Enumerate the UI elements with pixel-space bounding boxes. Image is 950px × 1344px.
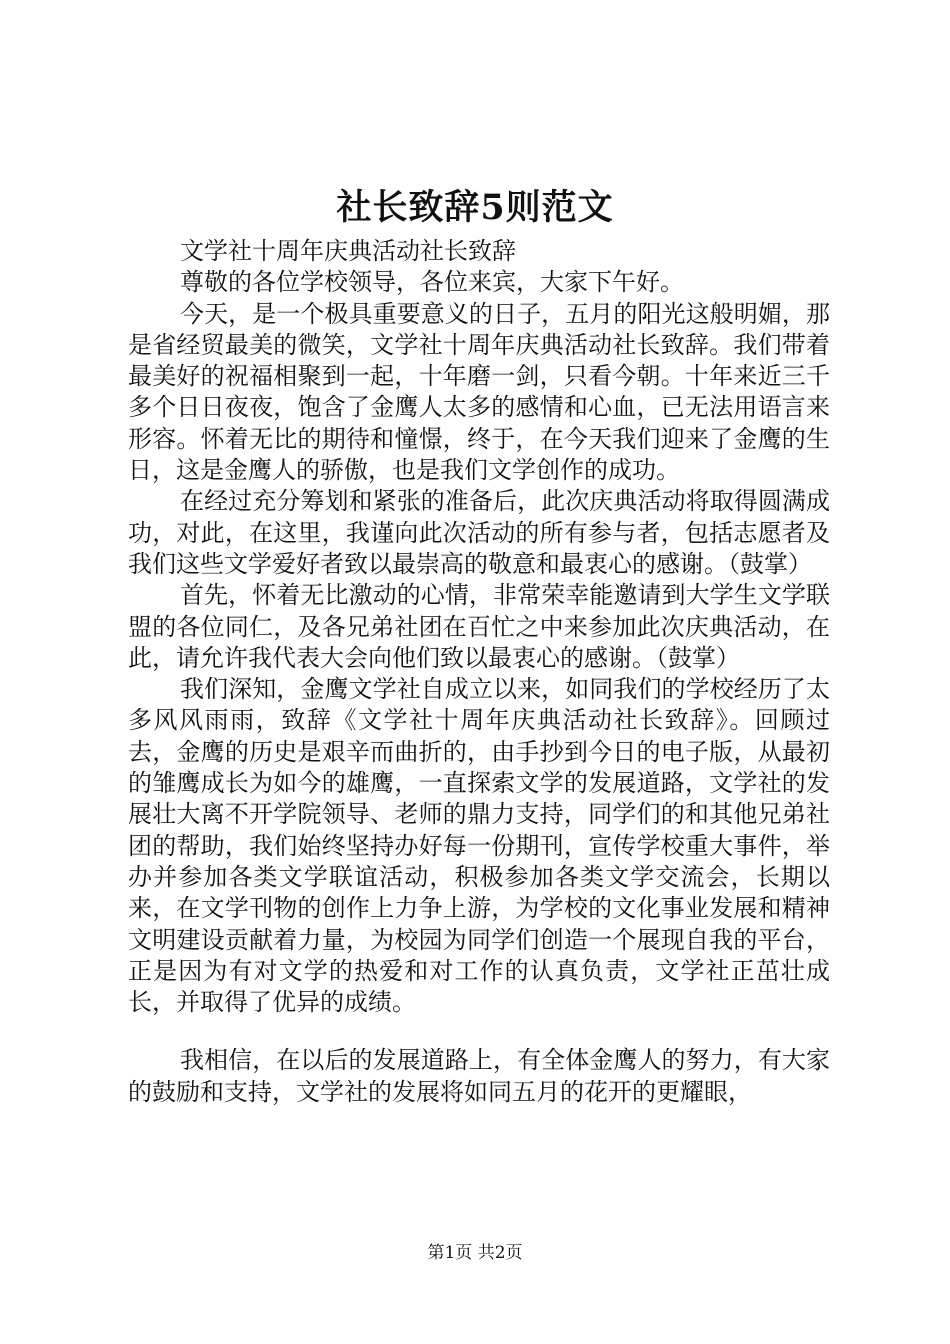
paragraph: 我相信，在以后的发展道路上，有全体金鹰人的努力，有大家的鼓励和支持，文学社的发展将如同五月的花开的更耀眼， [128, 1046, 830, 1106]
paragraph: 首先，怀着无比激动的心情，非常荣幸能邀请到大学生文学联盟的各位同仁，及各兄弟社团在百忙之中来参加此次庆典活动，在此，请允许我代表大会向他们致以最衷心的感谢。（鼓掌） [128, 581, 830, 672]
paragraph-subtitle: 文学社十周年庆典活动社长致辞 [180, 237, 516, 265]
paragraph: 在经过充分筹划和紧张的准备后，此次庆典活动将取得圆满成功，对此，在这里，我谨向此次活动的所有参与者，包括志愿者及我们这些文学爱好者致以最崇高的敬意和最衷心的感谢。（鼓掌） [128, 487, 830, 578]
document-title: 社长致辞5则范文 [336, 187, 614, 228]
paragraph: 我们深知，金鹰文学社自成立以来，如同我们的学校经历了太多风风雨雨，致辞《文学社十周年庆典活动社长致辞》。回顾过去，金鹰的历史是艰辛而曲折的，由手抄到今日的电子版，从最初的雏鹰成长为如今的雄鹰，一直探索文学的发展道路，文学社的发展壮大离不开学院领导、老师的鼎力支持，同学们的和其他兄弟社团的帮助，我们始终坚持办好每一份期刊，宣传学校重大事件，举办并参加各类文学联谊活动，积极参加各类文学交流会，长期以来，在文学刊物的创作上力争上游，为学校的文化事业发展和精神文明建设贡献着力量，为校园为同学们创造一个展现自我的平台，正是因为有对文学的热爱和对工作的认真负责，文学社正茁壮成长，并取得了优异的成绩。 [128, 675, 830, 1017]
page-number-footer: 第1页 共2页 [427, 1243, 523, 1263]
paragraph-greeting: 尊敬的各位学校领导，各位来宾，大家下午好。 [180, 268, 684, 297]
paragraph: 今天，是一个极具重要意义的日子，五月的阳光这般明媚，那是省经贸最美的微笑，文学社十周年庆典活动社长致辞。我们带着最美好的祝福相聚到一起，十年磨一剑，只看今朝。十年来近三千多个日日夜夜，饱含了金鹰人太多的感情和心血，已无法用语言来形容。怀着无比的期待和憧憬，终于，在今天我们迎来了金鹰的生日，这是金鹰人的骄傲，也是我们文学创作的成功。 [128, 299, 830, 485]
document-body [128, 236, 830, 1108]
